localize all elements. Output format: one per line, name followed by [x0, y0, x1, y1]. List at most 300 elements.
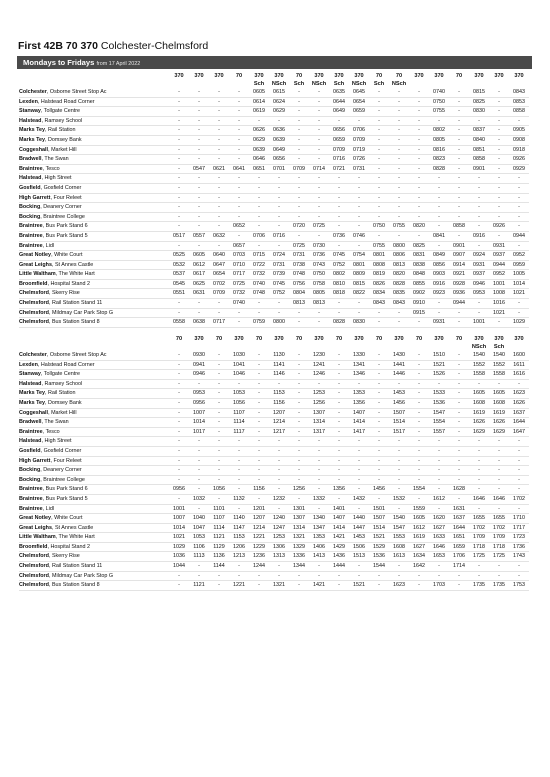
departure-time: -: [209, 581, 229, 591]
departure-time: -: [309, 212, 329, 222]
departure-time: 0831: [409, 251, 429, 261]
departure-time: -: [329, 360, 349, 370]
departure-time: -: [229, 97, 249, 107]
departure-time: 1702: [509, 494, 529, 504]
departure-time: 0826: [369, 279, 389, 289]
stop-place: Braintree College: [43, 213, 85, 220]
departure-time: 0732: [229, 289, 249, 299]
service-note: NSch: [271, 81, 287, 87]
service-note: [209, 80, 229, 88]
service-note-row: [19, 343, 529, 351]
departure-time: -: [169, 379, 189, 389]
departure-time: 0721: [329, 164, 349, 174]
departure-time: -: [209, 193, 229, 203]
departure-time: -: [169, 360, 189, 370]
departure-time: -: [269, 212, 289, 222]
stop-name: Great Leighs, St Annes Castle: [19, 523, 169, 533]
departure-time: -: [229, 466, 249, 476]
departure-time: 0956: [169, 485, 189, 495]
departure-time: 0901: [449, 241, 469, 251]
departure-time: -: [349, 308, 369, 318]
departure-time: 0645: [349, 88, 369, 97]
stop-town: Bradwell: [19, 156, 42, 163]
departure-time: 1430: [389, 351, 409, 360]
stop-town: Braintree: [19, 495, 43, 502]
departure-time: 1156: [249, 485, 269, 495]
stop-town: Broomfield: [19, 543, 48, 550]
departure-time: -: [449, 427, 469, 437]
departure-time: -: [249, 446, 269, 456]
stop-name: Bocking, Deanery Corner: [19, 466, 169, 476]
departure-time: -: [169, 135, 189, 145]
departure-time: 1407: [329, 514, 349, 524]
departure-time: -: [409, 360, 429, 370]
stop-town: Braintree: [19, 165, 43, 172]
departure-time: -: [169, 107, 189, 117]
departure-time: -: [209, 212, 229, 222]
departure-time: -: [469, 485, 489, 495]
departure-time: 1513: [349, 552, 369, 562]
departure-time: -: [189, 88, 209, 97]
departure-time: 0952: [489, 270, 509, 280]
departure-time: -: [289, 571, 309, 581]
departure-time: 0649: [269, 145, 289, 155]
departure-time: -: [489, 437, 509, 447]
departure-time: -: [309, 174, 329, 184]
departure-time: 1229: [249, 542, 269, 552]
departure-time: 1021: [509, 289, 529, 299]
departure-time: 1347: [309, 523, 329, 533]
departure-time: 0547: [189, 164, 209, 174]
departure-time: 1709: [489, 533, 509, 543]
departure-time: 1753: [509, 581, 529, 591]
departure-time: 0936: [449, 289, 469, 299]
stop-place: Four Releet: [53, 194, 82, 201]
departure-time: -: [449, 389, 469, 399]
departure-time: -: [189, 485, 209, 495]
departure-time: 1421: [329, 533, 349, 543]
stop-name: Halstead, High Street: [19, 174, 169, 184]
stop-place: Hospital Stand 2: [50, 280, 91, 287]
departure-time: 0841: [429, 231, 449, 241]
departure-time: -: [449, 155, 469, 165]
departure-time: -: [289, 183, 309, 193]
departure-time: -: [449, 379, 469, 389]
stop-place: St Annes Castle: [54, 524, 94, 531]
departure-time: -: [369, 494, 389, 504]
departure-time: 0843: [389, 299, 409, 309]
departure-time: 0720: [289, 222, 309, 232]
timetable-row: [19, 289, 529, 299]
stop-name: Chelmsford, Skerry Rise: [19, 289, 169, 299]
departure-time: 0813: [389, 260, 409, 270]
departure-time: -: [189, 466, 209, 476]
departure-time: -: [269, 485, 289, 495]
departure-time: 0810: [329, 279, 349, 289]
header-spacer: [19, 80, 169, 88]
departure-time: 1552: [489, 360, 509, 370]
stop-name: Chelmsford, Mildmay Car Park Stop G: [19, 571, 169, 581]
departure-time: -: [389, 183, 409, 193]
departure-time: -: [229, 318, 249, 328]
departure-time: -: [169, 174, 189, 184]
departure-time: 0805: [309, 289, 329, 299]
stop-town: Chelmsford: [19, 563, 49, 570]
departure-time: -: [249, 203, 269, 213]
stop-town: Little Waltham: [19, 534, 56, 541]
stop-town: Chelmsford: [19, 309, 49, 316]
departure-time: 0752: [329, 260, 349, 270]
departure-time: 0856: [429, 260, 449, 270]
departure-time: -: [229, 475, 249, 485]
departure-time: 0755: [429, 107, 449, 117]
timetable-row: [19, 270, 529, 280]
stop-town: Coggeshall: [19, 409, 49, 416]
departure-time: -: [429, 308, 449, 318]
departure-time: -: [469, 212, 489, 222]
departure-time: -: [209, 145, 229, 155]
departure-time: 0820: [409, 222, 429, 232]
departure-time: -: [469, 437, 489, 447]
departure-time: -: [169, 212, 189, 222]
departure-time: -: [269, 379, 289, 389]
departure-time: -: [329, 174, 349, 184]
departure-time: -: [249, 193, 269, 203]
departure-time: -: [309, 475, 329, 485]
departure-time: 1644: [509, 418, 529, 428]
departure-time: -: [289, 174, 309, 184]
departure-time: 1714: [449, 562, 469, 572]
departure-time: -: [409, 212, 429, 222]
departure-time: -: [169, 427, 189, 437]
departure-time: -: [189, 116, 209, 126]
departure-time: -: [269, 116, 289, 126]
service-number: 370: [314, 73, 324, 79]
departure-time: -: [329, 203, 349, 213]
departure-time: 0652: [229, 222, 249, 232]
departure-time: 1521: [369, 533, 389, 543]
departure-time: -: [229, 562, 249, 572]
departure-time: -: [209, 183, 229, 193]
departure-time: -: [169, 183, 189, 193]
departure-time: -: [389, 466, 409, 476]
departure-time: 1717: [509, 523, 529, 533]
departure-time: -: [509, 241, 529, 251]
departure-time: 0858: [509, 107, 529, 117]
departure-time: -: [189, 475, 209, 485]
departure-time: -: [409, 164, 429, 174]
departure-time: 1401: [329, 504, 349, 514]
departure-time: 1001: [169, 504, 189, 514]
departure-time: -: [329, 418, 349, 428]
departure-time: -: [229, 212, 249, 222]
stop-name: Chelmsford, Bus Station Stand 8: [19, 318, 169, 328]
timetable-row: [19, 398, 529, 408]
departure-time: 1014: [189, 418, 209, 428]
stop-place: Mildmay Car Park Stop G: [51, 309, 114, 316]
departure-time: -: [309, 126, 329, 136]
departure-time: -: [409, 571, 429, 581]
departure-time: 1637: [509, 408, 529, 418]
departure-time: -: [409, 203, 429, 213]
departure-time: 0709: [289, 164, 309, 174]
departure-time: 0946: [469, 279, 489, 289]
departure-time: 1121: [189, 581, 209, 591]
departure-time: -: [189, 97, 209, 107]
departure-time: 1446: [389, 370, 409, 380]
departure-time: -: [329, 494, 349, 504]
departure-time: -: [369, 116, 389, 126]
departure-time: -: [449, 370, 469, 380]
departure-time: 0754: [349, 251, 369, 261]
departure-time: -: [269, 222, 289, 232]
departure-time: -: [409, 389, 429, 399]
departure-time: 1207: [249, 514, 269, 524]
departure-time: -: [369, 155, 389, 165]
departure-time: 1301: [289, 504, 309, 514]
departure-time: 0916: [469, 231, 489, 241]
departure-time: 1507: [389, 408, 409, 418]
departure-time: -: [429, 193, 449, 203]
service-number: 370: [494, 336, 504, 342]
departure-time: -: [249, 398, 269, 408]
departure-time: 0654: [349, 97, 369, 107]
stop-place: Gosfield Corner: [43, 184, 82, 191]
departure-time: 1146: [269, 370, 289, 380]
departure-time: -: [209, 97, 229, 107]
stop-place: Mildmay Car Park Stop G: [51, 572, 114, 579]
stop-place: Bus Park Stand 6: [45, 223, 88, 230]
departure-time: 0959: [509, 260, 529, 270]
departure-time: -: [369, 418, 389, 428]
departure-time: 0649: [329, 107, 349, 117]
departure-time: 0818: [329, 289, 349, 299]
stop-town: Chelmsford: [19, 553, 49, 560]
departure-time: -: [209, 351, 229, 360]
stop-town: Little Waltham: [19, 271, 56, 278]
stop-name: Bradwell, The Swan: [19, 155, 169, 165]
departure-time: -: [489, 97, 509, 107]
departure-time: 1709: [469, 533, 489, 543]
departure-time: 0914: [449, 260, 469, 270]
stop-place: The Swan: [44, 156, 69, 163]
stop-place: St Annes Castle: [54, 261, 94, 268]
departure-time: -: [369, 427, 389, 437]
departure-time: -: [269, 571, 289, 581]
departure-time: 1101: [209, 504, 229, 514]
departure-time: 1236: [249, 552, 269, 562]
departure-time: -: [349, 222, 369, 232]
departure-time: -: [249, 581, 269, 591]
departure-time: -: [329, 193, 349, 203]
departure-time: 0743: [309, 260, 329, 270]
departure-time: 0808: [369, 260, 389, 270]
departure-time: 1547: [389, 523, 409, 533]
departure-time: -: [309, 437, 329, 447]
departure-time: -: [229, 446, 249, 456]
departure-time: 0738: [289, 260, 309, 270]
departure-time: 0952: [509, 251, 529, 261]
day-label: Mondays to Fridays: [23, 58, 95, 67]
departure-time: -: [469, 308, 489, 318]
departure-time: -: [289, 107, 309, 117]
departure-time: 0717: [209, 318, 229, 328]
stop-town: Chelmsford: [19, 290, 49, 297]
departure-time: -: [489, 183, 509, 193]
departure-time: 1436: [329, 552, 349, 562]
departure-time: -: [509, 504, 529, 514]
departure-time: -: [169, 308, 189, 318]
departure-time: -: [309, 571, 329, 581]
departure-time: -: [169, 126, 189, 136]
service-number: 370: [234, 336, 244, 342]
departure-time: -: [269, 203, 289, 213]
departure-time: -: [489, 126, 509, 136]
departure-time: 1221: [229, 581, 249, 591]
departure-time: -: [449, 183, 469, 193]
departure-time: -: [229, 107, 249, 117]
service-note: [349, 343, 369, 351]
departure-time: 1634: [409, 552, 429, 562]
departure-time: -: [369, 437, 389, 447]
timetable-row: [19, 299, 529, 309]
departure-time: 0732: [249, 270, 269, 280]
timetable-row: [19, 231, 529, 241]
departure-time: -: [189, 193, 209, 203]
departure-time: -: [169, 116, 189, 126]
departure-time: 0851: [469, 145, 489, 155]
service-note: NSch: [471, 344, 487, 350]
departure-time: 0725: [289, 241, 309, 251]
departure-time: 1253: [309, 389, 329, 399]
departure-time: 0644: [329, 97, 349, 107]
departure-time: 1314: [289, 523, 309, 533]
departure-time: -: [289, 212, 309, 222]
stop-name: Broomfield, Hospital Stand 2: [19, 279, 169, 289]
departure-time: 0944: [509, 231, 529, 241]
departure-time: -: [329, 446, 349, 456]
departure-time: 1353: [349, 389, 369, 399]
departure-time: -: [449, 116, 469, 126]
departure-time: -: [289, 389, 309, 399]
departure-time: 0825: [469, 97, 489, 107]
timetable-row: [19, 107, 529, 117]
departure-time: -: [409, 126, 429, 136]
departure-time: 1529: [369, 542, 389, 552]
departure-time: -: [369, 318, 389, 328]
departure-time: 1655: [469, 514, 489, 524]
departure-time: 1558: [469, 370, 489, 380]
stop-place: The White Hart: [58, 271, 95, 278]
departure-time: -: [449, 203, 469, 213]
departure-time: -: [389, 145, 409, 155]
departure-time: -: [489, 504, 509, 514]
stop-town: High Garrett: [19, 194, 51, 201]
departure-time: -: [289, 135, 309, 145]
departure-time: -: [509, 299, 529, 309]
departure-time: -: [369, 446, 389, 456]
departure-time: -: [209, 107, 229, 117]
departure-time: -: [189, 571, 209, 581]
departure-time: -: [349, 466, 369, 476]
departure-time: 0941: [189, 360, 209, 370]
departure-time: -: [469, 466, 489, 476]
service-number: 370: [274, 336, 284, 342]
departure-time: -: [369, 308, 389, 318]
departure-time: 1616: [509, 370, 529, 380]
departure-time: 1651: [449, 533, 469, 543]
departure-time: -: [189, 504, 209, 514]
timetable-row: [19, 126, 529, 136]
departure-time: 1341: [349, 360, 369, 370]
departure-time: -: [509, 193, 529, 203]
departure-time: 1144: [209, 562, 229, 572]
departure-time: -: [369, 456, 389, 466]
stop-name: Chelmsford, Bus Station Stand 8: [19, 581, 169, 591]
departure-time: 0813: [289, 299, 309, 309]
timetable-row: [19, 562, 529, 572]
departure-time: -: [369, 164, 389, 174]
departure-time: -: [489, 155, 509, 165]
stop-name: Braintree, Lidl: [19, 241, 169, 251]
stop-name: Little Waltham, The White Hart: [19, 270, 169, 280]
stop-town: Marks Tey: [19, 136, 45, 143]
departure-time: -: [369, 379, 389, 389]
departure-time: -: [309, 485, 329, 495]
departure-time: 1321: [289, 533, 309, 543]
departure-time: -: [429, 241, 449, 251]
departure-time: 0740: [229, 299, 249, 309]
service-note: [509, 343, 529, 351]
departure-time: 0843: [369, 299, 389, 309]
departure-time: -: [469, 183, 489, 193]
departure-time: -: [289, 475, 309, 485]
departure-time: -: [249, 408, 269, 418]
departure-time: -: [209, 126, 229, 136]
departure-time: 1329: [289, 542, 309, 552]
departure-time: 1114: [229, 418, 249, 428]
departure-time: -: [349, 456, 369, 466]
departure-time: -: [409, 155, 429, 165]
departure-time: -: [289, 466, 309, 476]
departure-time: 1130: [269, 351, 289, 360]
departure-time: -: [389, 308, 409, 318]
departure-time: -: [229, 183, 249, 193]
departure-time: 0709: [329, 145, 349, 155]
stop-town: Bocking: [19, 204, 41, 211]
stop-name: Coggeshall, Market Hill: [19, 145, 169, 155]
timetable-row: [19, 193, 529, 203]
departure-time: -: [409, 581, 429, 591]
departure-time: -: [189, 126, 209, 136]
departure-time: 0629: [269, 107, 289, 117]
departure-time: -: [209, 370, 229, 380]
service-number: 70: [455, 73, 463, 79]
departure-time: -: [449, 318, 469, 328]
departure-time: -: [409, 193, 429, 203]
departure-time: -: [329, 398, 349, 408]
stop-place: Halstead Road Corner: [40, 98, 95, 105]
departure-time: 0748: [249, 289, 269, 299]
timetable-row: [19, 437, 529, 447]
departure-time: -: [189, 203, 209, 213]
departure-time: 1631: [449, 504, 469, 514]
departure-time: 0806: [389, 251, 409, 261]
departure-time: -: [169, 164, 189, 174]
departure-time: -: [509, 562, 529, 572]
departure-time: -: [349, 299, 369, 309]
departure-time: -: [369, 475, 389, 485]
